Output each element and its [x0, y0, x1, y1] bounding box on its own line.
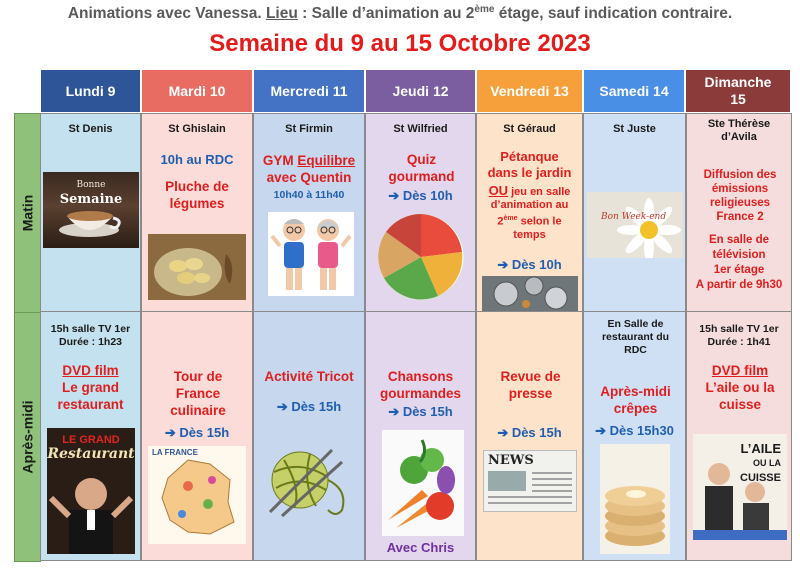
- cell-mardi-apres-midi: [141, 311, 253, 561]
- vegetables-image: [382, 430, 464, 536]
- petanque-balls-icon: [482, 276, 578, 310]
- newspaper-image: [483, 450, 577, 512]
- activity-title: Revue de presse: [500, 369, 561, 401]
- time-label: 10h40 à 11h40: [273, 189, 345, 201]
- coffee-cup-icon: [43, 172, 139, 248]
- coffee-image: [43, 172, 139, 248]
- time-label: ➔ Dès 15h: [388, 404, 453, 419]
- saint-name: Ste Thérèse d’Avila: [707, 118, 771, 143]
- saint-name: St Juste: [613, 123, 656, 135]
- food-wheel-image: [376, 212, 466, 302]
- vegetables-icon: [382, 430, 464, 536]
- activity-title: Diffusion des émissions religieuses France 2: [703, 169, 777, 223]
- cell-vendredi-apres-midi: [476, 311, 583, 561]
- day-header-vendredi: Vendredi 13: [477, 70, 582, 112]
- day-header-jeudi: Jeudi 12: [366, 70, 475, 112]
- time-label: ➔ Dès 10h: [497, 257, 562, 272]
- cell-vendredi-matin: [476, 113, 583, 312]
- day-header-lundi: Lundi 9: [41, 70, 140, 112]
- time-label: ➔ Dès 15h: [497, 425, 562, 440]
- cell-lundi-apres-midi: [40, 311, 141, 561]
- activity-title: Quiz gourmand: [388, 152, 455, 184]
- activity-alternative: OU jeu en salle d’animation au 2ème selon le temps: [488, 183, 571, 241]
- activity-info: En salle de télévision 1er étage A partir de 9h30: [695, 234, 783, 291]
- france-map-image: [148, 446, 246, 544]
- time-label: ➔ Dès 15h: [276, 399, 342, 414]
- header-location-line: Animations avec Vanessa. Lieu : Salle d’animation au 2ème étage, sauf indication contraire.: [67, 4, 733, 23]
- day-header-mercredi: Mercredi 11: [254, 70, 364, 112]
- time-label: ➔ Dès 15h: [164, 425, 230, 440]
- france-map-icon: [148, 446, 246, 544]
- daisy-flower-icon: [587, 192, 683, 258]
- cell-jeudi-matin: [365, 113, 476, 312]
- saint-name: St Wilfried: [393, 123, 448, 135]
- cell-lundi-matin: [40, 113, 141, 312]
- poster-title: Restaurant: [47, 446, 135, 462]
- day-header-dimanche: Dimanche 15: [686, 70, 790, 112]
- cell-mercredi-matin: [253, 113, 365, 312]
- daisy-image: [587, 192, 683, 258]
- image-caption: Bonne: [76, 180, 106, 190]
- row-label-apres-midi: Après-midi: [14, 312, 41, 562]
- page-title: Semaine du 9 au 15 Octobre 2023: [209, 30, 591, 57]
- host-label: Avec Chris: [386, 540, 455, 555]
- activity-title: Pétanque dans le jardin: [487, 149, 572, 180]
- cell-mardi-matin: [141, 113, 253, 312]
- image-caption: Bon Week-end: [601, 212, 667, 222]
- activity-title: DVD film Le grand restaurant: [57, 363, 124, 412]
- activity-title: Tour de France culinaire: [170, 369, 226, 418]
- cell-mercredi-apres-midi: [253, 311, 365, 561]
- potato-bowl-icon: [148, 234, 246, 300]
- activity-title: Après-midi crêpes: [600, 384, 671, 416]
- elderly-couple-icon: [268, 212, 354, 296]
- actor-figure-icon: [47, 464, 135, 554]
- newspaper-title: NEWS: [488, 453, 534, 468]
- day-header-mardi: Mardi 10: [142, 70, 252, 112]
- activity-title: Pluche de légumes: [165, 179, 229, 211]
- place-label: 15h salle TV 1er Durée : 1h23: [50, 323, 131, 348]
- seniors-gym-image: [268, 212, 354, 296]
- poster-title: L’AILE OU LA CUISSE: [740, 441, 781, 484]
- poster-title: LE GRAND: [62, 434, 120, 446]
- knitting-image: [260, 440, 360, 520]
- place-label: 15h salle TV 1er Durée : 1h41: [699, 323, 779, 348]
- activity-title: GYM Equilibre avec Quentin: [262, 153, 356, 185]
- crepes-stack-icon: [600, 444, 670, 554]
- movie-poster-image: [47, 428, 135, 554]
- saint-name: St Ghislain: [168, 123, 226, 135]
- saint-name: St Firmin: [285, 123, 333, 135]
- time-label: ➔ Dès 10h: [388, 188, 453, 203]
- time-label: ➔ Dès 15h30: [595, 423, 674, 438]
- cell-dimanche-matin: [686, 113, 792, 312]
- time-label: 10h au RDC: [160, 152, 234, 167]
- petanque-image: [482, 276, 578, 312]
- cell-jeudi-apres-midi: [365, 311, 476, 561]
- activity-title: DVD film L’aile ou la cuisse: [705, 363, 775, 412]
- image-caption: Semaine: [59, 192, 123, 207]
- food-wheel-icon: [376, 212, 466, 302]
- yarn-ball-icon: [260, 440, 360, 520]
- cell-samedi-matin: [583, 113, 686, 312]
- row-label-matin: Matin: [14, 113, 41, 313]
- cell-samedi-apres-midi: [583, 311, 686, 561]
- saint-name: St Denis: [68, 123, 113, 135]
- crepes-image: [600, 444, 670, 554]
- day-header-samedi: Samedi 14: [584, 70, 684, 112]
- activity-title: Activité Tricot: [264, 369, 354, 384]
- activity-title: Chansons gourmandes: [379, 369, 461, 401]
- saint-name: St Géraud: [503, 123, 556, 135]
- map-label: LA FRANCE: [152, 448, 198, 457]
- place-label: En Salle de restaurant du RDC: [601, 318, 670, 356]
- movie-poster-image: [693, 434, 787, 540]
- vegetables-image: [148, 234, 246, 300]
- cell-dimanche-apres-midi: [686, 311, 792, 561]
